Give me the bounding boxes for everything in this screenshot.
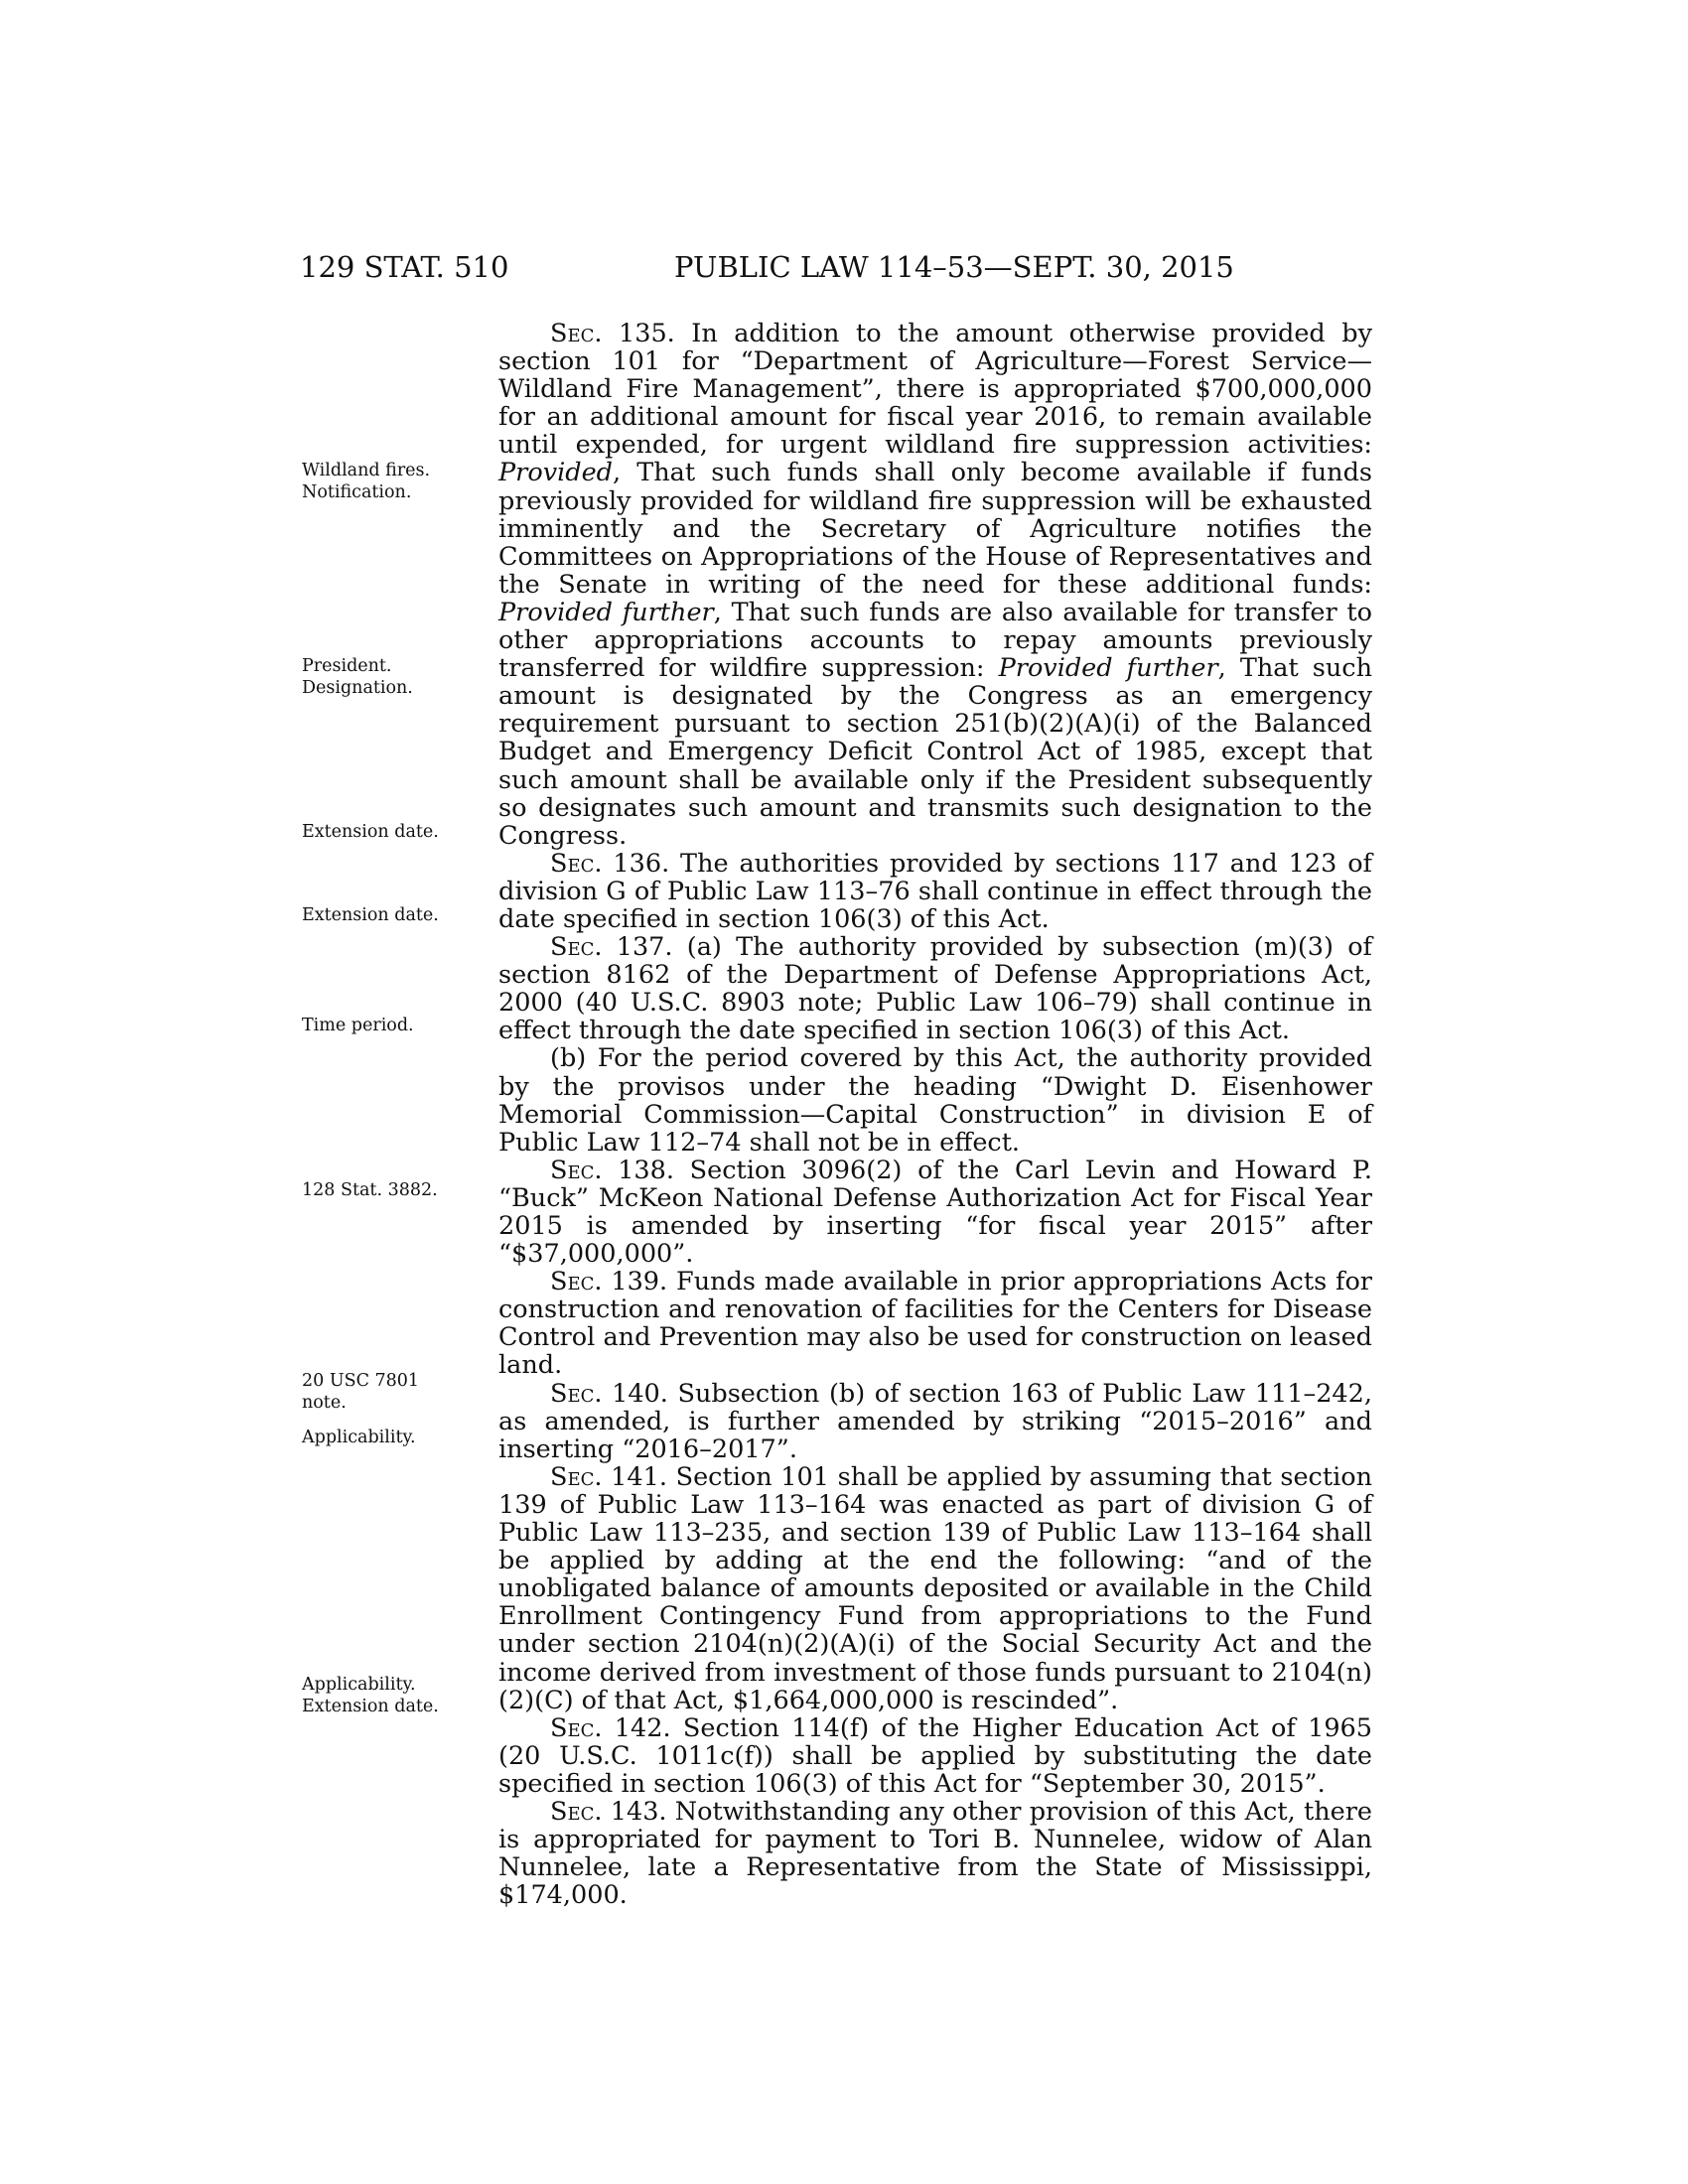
section-142: Sec. 142. Section 114(f) of the Higher Education Act of 1965 (20 U.S.C. 1011c(f)) shall be applied by substituting the date specified in section 106(3) of this Act for “September 30, 2015”. <box>498 1712 1372 1799</box>
section-label: Sec. <box>550 932 603 963</box>
section-141: Sec. 141. Section 101 shall be applied by assuming that section 139 of Public Law 113–164 was enacted as part of division G of Public Law 113–235, and section 139 of Public Law 113–164 shall be applied by adding at the end the following: “and of the unobligated balance of amounts deposited or available in the Child Enrollment Contingency Fund from appropriations to the Fund under section 2104(n)(2)(A)(i) of the Social Security Act and the income derived from investment of those funds pursuant to 2104(n)(2)(C) of that Act, $1,664,000,000 is rescinded”. <box>498 1461 1372 1715</box>
section-label: Sec. <box>550 1712 603 1743</box>
section-label: Sec. <box>550 1461 603 1492</box>
margin-note-applicability-extension: Applicability. Extension date. <box>302 1675 439 1716</box>
section-label: Sec. <box>550 848 603 879</box>
statute-page-number: 129 STAT. 510 <box>300 250 509 284</box>
section-label: Sec. <box>550 1267 603 1297</box>
section-label: Sec. <box>550 319 603 348</box>
section-135: Sec. 135. In addition to the amount otherwise provided by section 101 for “Department of Agriculture—Forest Service—Wildland Fire Management”, there is appropriated $700,000,000 for an additional amount for fiscal year 2016, to remain available until expended, for urgent wildland fire suppression activities: Provided, That such funds shall only become available if funds previously provided for wildland fire suppression will be exhausted imminently and the Secretary of Agriculture notifies the Committees on Appropriations of the House of Representatives and the Senate in writing of the need for these additional funds: Provided further, That such funds are also available for transfer to other appropriations accounts to repay amounts previously transferred for wildfire suppression: Provided further, That such amount is designated by the Congress as an emergency requirement pursuant to section 251(b)(2)(A)(i) of the Balanced Budget and Emergency Deficit Control Act of 1985, except that such amount shall be available only if the President subsequently so designates such amount and transmits such designation to the Congress. <box>498 319 1372 851</box>
page-header <box>300 250 1372 290</box>
margin-note-president: President. Designation. <box>302 656 413 698</box>
margin-note-extension-date-136: Extension date. <box>302 822 439 842</box>
margin-note-wildland-fires: Wildland fires. Notification. <box>302 461 431 502</box>
margin-note-extension-date-137: Extension date. <box>302 905 439 925</box>
margin-note-applicability: Applicability. <box>302 1428 416 1447</box>
margin-note-stat-reference: 128 Stat. 3882. <box>302 1180 438 1200</box>
running-title: PUBLIC LAW 114–53—SEPT. 30, 2015 <box>674 250 1234 284</box>
section-138: Sec. 138. Section 3096(2) of the Carl Levin and Howard P. “Buck” McKeon National Defense Authorization Act for Fiscal Year 2015 is amended by inserting “for fiscal year 2015” after “$37,000,000”. <box>498 1155 1372 1270</box>
section-139: Sec. 139. Funds made available in prior appropriations Acts for construction and renovation of facilities for the Centers for Disease Control and Prevention may also be used for construction on leased land. <box>498 1267 1372 1381</box>
section-label: Sec. <box>550 1796 603 1827</box>
margin-note-usc-reference: 20 USC 7801 note. <box>302 1371 420 1413</box>
section-136: Sec. 136. The authorities provided by sections 117 and 123 of division G of Public Law 113–76 shall continue in effect through the date specified in section 106(3) of this Act. <box>498 848 1372 934</box>
section-label: Sec. <box>550 1155 603 1185</box>
section-label: Sec. <box>550 1378 603 1409</box>
margin-note-time-period: Time period. <box>302 1016 414 1035</box>
section-143: Sec. 143. Notwithstanding any other provision of this Act, there is appropriated for payment to Tori B. Nunnelee, widow of Alan Nunnelee, late a Representative from the State of Mississippi, $174,000. <box>498 1796 1372 1911</box>
body-text <box>498 320 1372 1909</box>
section-137b: (b) For the period covered by this Act, the authority provided by the provisos under the heading “Dwight D. Eisenhower Memorial Commission—Capital Construction” in division E of Public Law 112–74 shall not be in effect. <box>498 1043 1372 1158</box>
section-137a: Sec. 137. (a) The authority provided by subsection (m)(3) of section 8162 of the Department of Defense Appropriations Act, 2000 (40 U.S.C. 8903 note; Public Law 106–79) shall continue in effect through the date specified in section 106(3) of this Act. <box>498 932 1372 1046</box>
section-140: Sec. 140. Subsection (b) of section 163 of Public Law 111–242, as amended, is further amended by striking “2015–2016” and inserting “2016–2017”. <box>498 1378 1372 1464</box>
